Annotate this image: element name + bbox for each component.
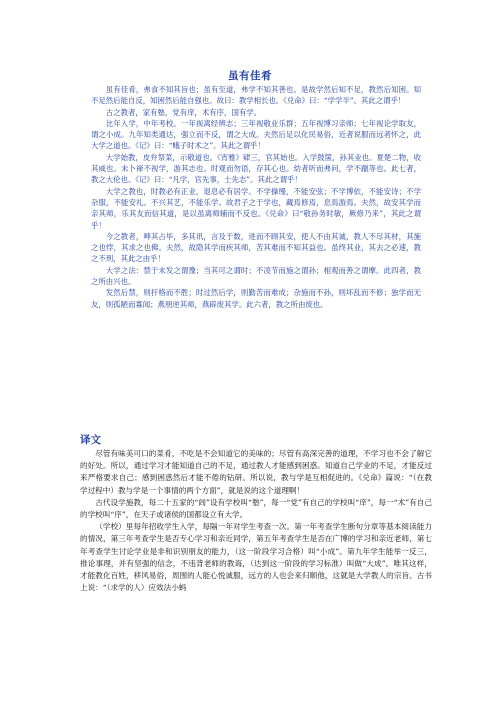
page-title: 虽有佳肴 [228, 70, 272, 82]
translation-heading: 译文 [80, 434, 101, 446]
translation-paragraph: （学校）里每年招收学生入学，每隔一年对学生考查一次。第一年考查学生断句分章等基本阅读能力的情况，第三年考查学生是否专心学习和亲近同学，第五年考查学生是否在广博的学习和亲近老师，第七年考查学生讨论学业是非和识别朋友的能力，（这一阶段学习合格）叫“小成”。第九年学生能举一反三，推论事理，并有坚强的信念，不违背老师的教诲，（达到这一阶段的学习标准）叫做“大成”。唯其这样，才能教化百姓，移风易俗，周围的人能心悦诚服，远方的人也会来归顺他，这就是大学教人的宗旨。古书上说：“（求学的人）应效法小蚂 [80, 522, 432, 593]
original-paragraph: 大学之教也，时教必有正业，退息必有居学。不学操缦，不能安弦；不学博依，不能安诗；不学杂服，不能安礼。不兴其艺，不能乐学。故君子之于学也，藏焉修焉，息焉游焉。夫然，故安其学而亲其师，乐其友而信其道，是以虽离师辅而不反也。《兑命》曰“敬孙务时敏，厥修乃来”，其此之谓乎！ [91, 186, 421, 230]
original-paragraph: 发然后禁，则扞格而不胜；时过然后学，则勤苦而难成；杂施而不孙，则坏乱而不修；独学而无友，则孤陋而寡闻；燕朋逆其师，燕辟废其学。此六者，教之所由废也。 [91, 288, 421, 309]
original-paragraph: 古之教者，家有塾，党有庠，术有序，国有学。 [105, 107, 262, 117]
translation-paragraph: 古代设学施教，每二十五家的“闾”设有学校叫“塾”，每一“党”有自己的学校叫“庠”，每一“术”有自己的学校叫“序”，在天子或诸侯的国都设立有大学。 [80, 497, 432, 520]
original-paragraph: 今之教者，呻其占毕，多其讯，言及于数，进而不顾其安，使人不由其诚，教人不尽其材，其施之也悖，其求之也佛。夫然，故隐其学而疾其师，苦其难而不知其益也。虽终其业，其去之必速，教之不刑，其此之由乎！ [91, 231, 421, 264]
original-text [91, 84, 421, 310]
original-paragraph: 大学始教，皮弁祭菜，示敬道也。《宵雅》肄三，官其始也。入学鼓箧，孙其业也。夏楚二物，收其威也。未卜禘不视学，游其志也。时观而勿语，存其心也。幼者听而弗问，学不躐等也。此七者，教之大伦也。《记》曰：“凡学，官先事，士先志”。其此之谓乎！ [91, 152, 421, 185]
original-paragraph: 虽有佳肴，弗食不知其旨也；虽有至道，弗学不知其善也。是故学然后知不足，教然后知困。知不足然后能自反，知困然后能自强也。故曰：教学相长也。《兑命》曰：“学学半”。其此之谓乎！ [91, 85, 421, 106]
original-paragraph: 大学之法：禁于未发之谓豫；当其可之谓时；不凌节而施之谓孙；相观而善之谓摩。此四者，教之所由兴也。 [91, 265, 421, 287]
original-paragraph: 比年入学，中年考校。一年视离经辨志；三年视敬业乐群；五年视博习亲师；七年视论学取友，谓之小成。九年知类通达，强立而不反，谓之大成。夫然后足以化民易俗，近者说服而远者怀之，此大学之道也。《记》曰：“蛾子时术之”。其此之谓乎！ [91, 118, 421, 151]
translation-text [80, 448, 432, 698]
translation-paragraph: 尽管有味美可口的菜肴，不吃是不会知道它的美味的；尽管有高深完善的道理，不学习也不会了解它的好处。所以，通过学习才能知道自己的不足，通过教人才能感到困惑。知道自己学业的不足，才能反过来严格要求自己；感到困惑然后才能不倦的钻研。所以说，教与学是互相促进的。《兑命》篇说：“（在教学过程中）教与学是一个事情的两个方面”，就是说的这个道理啊！ [80, 449, 432, 495]
